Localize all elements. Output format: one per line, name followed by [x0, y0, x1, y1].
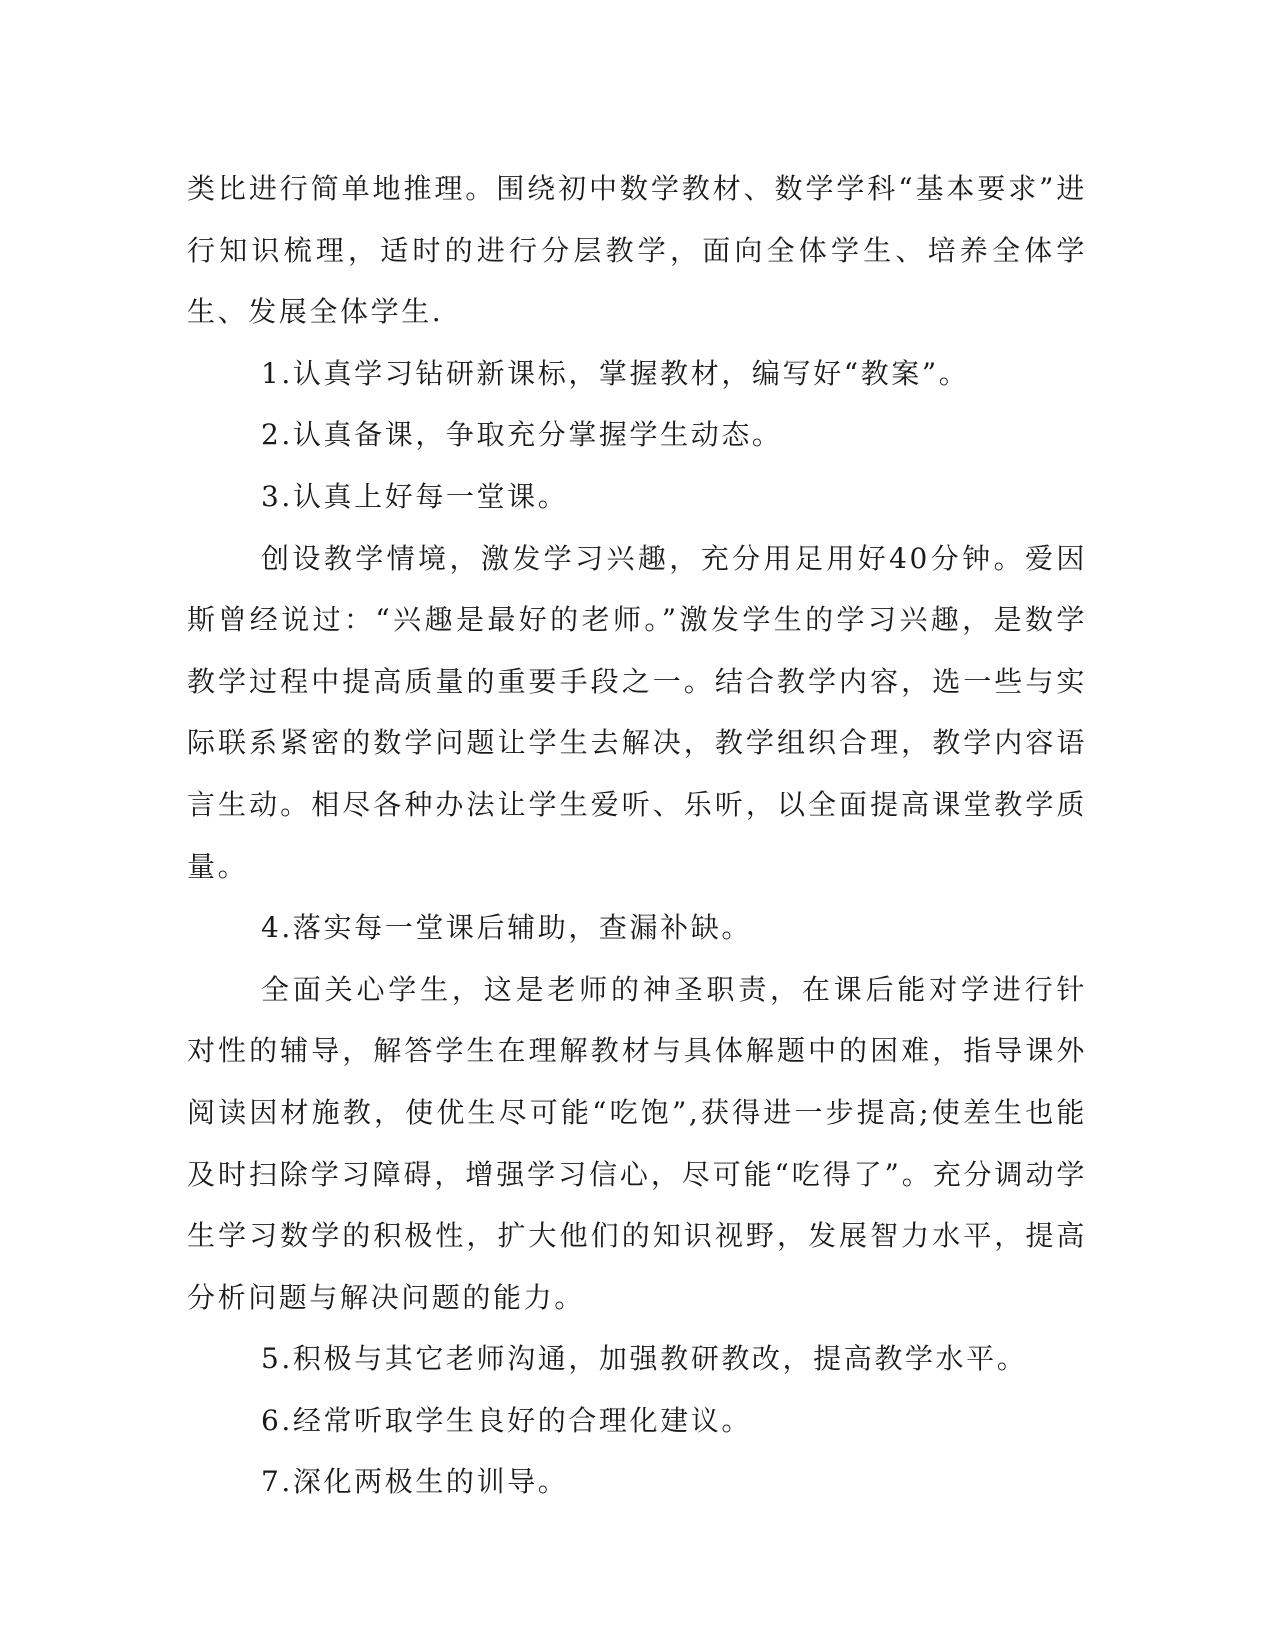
document-page — [187, 158, 1087, 1513]
paragraph-care-body: 全面关心学生，这是老师的神圣职责，在课后能对学进行针对性的辅导，解答学生在理解教材与具体解题中的困难，指导课外阅读因材施教，使优生尽可能“吃饱”,获得进一步提高;使差生也能及时扫除学习障碍，增强学习信心，尽可能“吃得了”。充分调动学生学习数学的积极性，扩大他们的知识视野，发展智力水平，提高分析问题与解决问题的能力。 — [187, 972, 1087, 1314]
paragraph-item-3: 3.认真上好每一堂课。 — [261, 479, 569, 513]
paragraph-item-2: 2.认真备课，争取充分掌握学生动态。 — [261, 418, 783, 452]
paragraph-item-1: 1.认真学习钻研新课标，掌握教材，编写好“教案”。 — [261, 356, 970, 390]
paragraph-reasoning-intro: 类比进行简单地推理。围绕初中数学教材、数学学科“基本要求”进行知识梳理，适时的进行分层教学，面向全体学生、培养全体学生、发展全体学生. — [187, 172, 1087, 329]
paragraph-item-4: 4.落实每一堂课后辅助，查漏补缺。 — [261, 911, 752, 945]
paragraph-interest-body: 创设教学情境，激发学习兴趣，充分用足用好40分钟。爱因斯曾经说过：“兴趣是最好的老师。”激发学生的学习兴趣，是数学教学过程中提高质量的重要手段之一。结合教学内容，选一些与实际联系紧密的数学问题让学生去解决，教学组织合理，教学内容语言生动。相尽各种办法让学生爱听、乐听，以全面提高课堂教学质量。 — [187, 541, 1087, 883]
paragraph-item-7: 7.深化两极生的训导。 — [261, 1465, 569, 1499]
paragraph-item-6: 6.经常听取学生良好的合理化建议。 — [261, 1403, 752, 1437]
paragraph-item-5: 5.积极与其它老师沟通，加强教研教改，提高教学水平。 — [261, 1342, 1028, 1376]
